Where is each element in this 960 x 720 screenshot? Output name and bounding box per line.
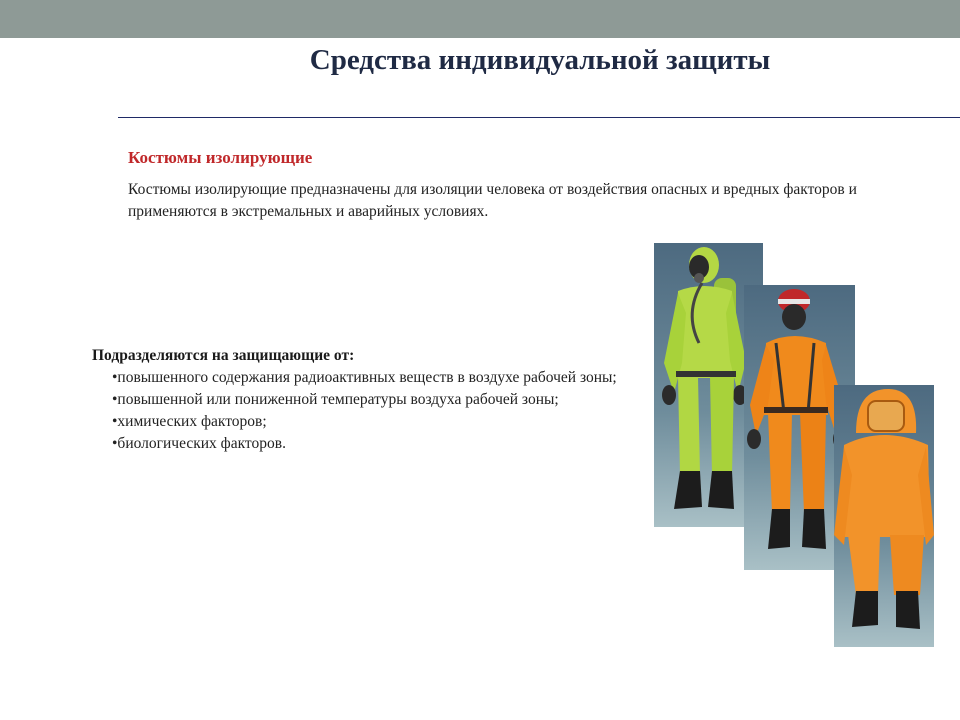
list-item: •повышенного содержания радиоактивных веществ в воздухе рабочей зоны; <box>112 369 617 386</box>
intro-paragraph: Костюмы изолирующие предназначены для изоляции человека от воздействия опасных и вредных факторов и применяются в экстремальных и аварийных условиях. <box>128 181 857 220</box>
list-item: •химических факторов; <box>112 413 267 430</box>
top-band <box>0 0 960 38</box>
section-subtitle: Костюмы изолирующие <box>128 148 313 167</box>
orange-suit-with-hood-photo <box>834 385 934 647</box>
title-divider <box>118 117 960 118</box>
list-heading: Подразделяются на защищающие от: <box>92 347 355 364</box>
slide-title: Средства индивидуальной защиты <box>309 44 771 76</box>
list-item: •биологических факторов. <box>112 435 286 452</box>
classification-list <box>92 345 617 455</box>
list-item: •повышенной или пониженной температуры воздуха рабочей зоны; <box>112 391 559 408</box>
